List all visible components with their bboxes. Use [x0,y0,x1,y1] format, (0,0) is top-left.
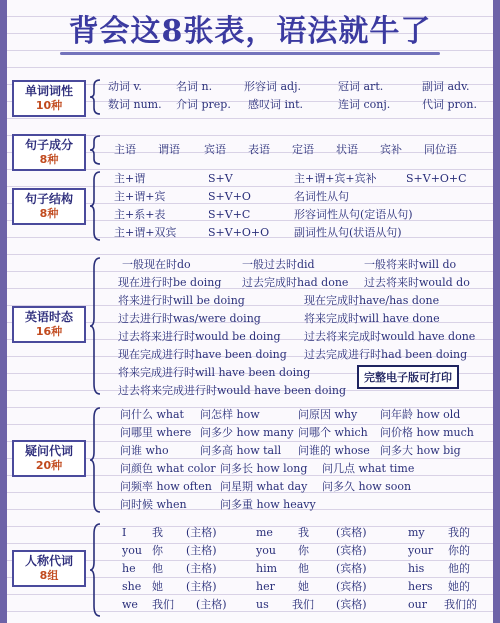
clause-type: 形容词性从句(定语从句) [294,208,413,221]
question-word: 问原因 why [298,408,358,421]
pronouns-row-3 [108,560,490,578]
category-count: 8种 [39,207,59,220]
tenses-row-3 [108,292,490,310]
tense: 过去完成进行时had been doing [304,348,468,361]
brace-icon [88,134,102,166]
pronoun-zh: 你 [152,544,163,557]
tenses-row-6 [108,346,490,364]
tenses-row-1 [108,256,490,274]
pronoun-en: our [408,598,427,611]
pronouns-row-4 [108,578,490,596]
pronoun-zh: 我们的 [444,598,477,611]
pronoun-zh: 她 [298,580,309,593]
tense: 一般将来时will do [364,258,457,271]
brace-icon [88,170,102,242]
structure-pattern: 主+谓+宾 [114,190,166,203]
structures-row-2 [108,188,490,206]
pronouns-row-1 [108,524,490,542]
pronoun-zh: 我的 [448,526,470,539]
structure-formula: S+V+O+O [208,226,270,239]
pronoun-zh: 我们 [152,598,174,611]
sentence-component: 谓语 [158,143,180,156]
tense: 现在完成进行时have been doing [118,348,287,361]
pronoun-en: me [256,526,273,539]
pronoun-zh: 她的 [448,580,470,593]
tense: 过去将来时would do [364,276,470,289]
case-label: (主格) [186,544,217,557]
questions-row-4 [108,460,490,478]
question-word: 问多大 how big [380,444,461,457]
structure-pattern: 主+谓 [114,172,146,185]
question-word: 问哪个 which [298,426,368,439]
questions-row-3 [108,442,490,460]
questions-row-2 [108,424,490,442]
structure-formula: S+V+C [208,208,251,221]
category-count: 8种 [39,153,59,166]
pronoun-en: I [122,526,127,539]
category-count: 8组 [39,569,59,582]
pronoun-en: you [256,544,276,557]
pronouns-row-2 [108,542,490,560]
tense: 将来完成时will have done [304,312,440,325]
words-row-1 [108,78,490,96]
pronoun-zh: 她 [152,580,163,593]
pronoun-zh: 我们 [292,598,314,611]
case-label: (宾格) [336,526,367,539]
question-word: 问谁的 whose [298,444,370,457]
case-label: (主格) [186,562,217,575]
tense: 过去将来完成时would have done [304,330,476,343]
pronoun-zh: 你的 [448,544,470,557]
pronoun-zh: 我 [298,526,309,539]
pronouns-row-5 [108,596,490,614]
tense: 将来完成进行时will have been doing [118,366,311,379]
structure-pattern: 主+谓+宾+宾补 [294,172,377,185]
question-word: 问多少 how many [200,426,294,439]
question-word: 问怎样 how [200,408,260,421]
pronoun-zh: 你 [298,544,309,557]
structure-pattern: 主+系+表 [114,208,166,221]
tense: 过去将来进行时would be doing [118,330,281,343]
category-count: 20种 [35,459,63,472]
sentence-component: 定语 [292,143,314,156]
pronoun-zh: 他 [152,562,163,575]
brace-icon [88,406,102,514]
tense: 过去进行时was/were doing [118,312,261,325]
case-label: (宾格) [336,562,367,575]
sentence-component: 宾补 [380,143,402,156]
category-words [12,80,86,117]
question-word: 问多长 how long [220,462,308,475]
question-word: 问多久 how soon [322,480,412,493]
structure-pattern: 主+谓+双宾 [114,226,177,239]
category-name: 单词词性 [24,84,73,98]
category-count: 16种 [35,325,63,338]
category-count: 10种 [35,99,63,112]
pronoun-en: her [256,580,275,593]
word-class: 代词 pron. [422,98,477,111]
structure-formula: S+V+O [208,190,251,203]
tense: 一般过去时did [242,258,315,271]
tense: 一般现在时do [122,258,191,271]
category-name: 句子成分 [24,138,73,152]
components-row [108,141,490,159]
sentence-component: 宾语 [204,143,226,156]
sentence-component: 同位语 [424,143,457,156]
tense: 现在完成时have/has done [304,294,440,307]
clause-type: 名词性从句 [294,190,349,203]
question-word: 问谁 who [120,444,169,457]
question-word: 问几点 what time [322,462,415,475]
pronoun-zh: 我 [152,526,163,539]
case-label: (宾格) [336,598,367,611]
pronoun-en: she [122,580,142,593]
tense: 过去完成时had done [242,276,349,289]
pronoun-en: you [122,544,142,557]
tenses-row-5 [108,328,490,346]
category-pronouns [12,550,86,587]
word-class: 数词 num. [108,98,162,111]
case-label: (宾格) [336,580,367,593]
tense: 将来进行时will be doing [118,294,245,307]
words-row-2 [108,96,490,114]
category-components [12,134,86,171]
question-word: 问年龄 how old [380,408,461,421]
pronoun-en: we [122,598,138,611]
question-word: 问颜色 what color [120,462,216,475]
case-label: (主格) [196,598,227,611]
word-class: 介词 prep. [176,98,231,111]
title-underline [60,52,440,55]
question-word: 问多高 how tall [200,444,282,457]
word-class: 名词 n. [176,80,213,93]
pronoun-en: his [408,562,425,575]
questions-row-6 [108,496,490,514]
brace-icon [88,522,102,618]
question-word: 问价格 how much [380,426,474,439]
word-class: 冠词 art. [338,80,384,93]
pronoun-en: hers [408,580,433,593]
case-label: (主格) [186,526,217,539]
pronoun-en: us [256,598,269,611]
category-structures [12,188,86,225]
case-label: (宾格) [336,544,367,557]
sentence-component: 表语 [248,143,270,156]
tense: 现在进行时be doing [118,276,222,289]
structures-row-3 [108,206,490,224]
tenses-row-2 [108,274,490,292]
tenses-row-4 [108,310,490,328]
question-word: 问什么 what [120,408,184,421]
sentence-component: 状语 [336,143,358,156]
question-word: 问多重 how heavy [220,498,316,511]
structures-row-1 [108,170,490,188]
right-border [493,0,500,623]
brace-icon [88,78,102,116]
pronoun-en: my [408,526,425,539]
printable-version-badge: 完整电子版可打印 [357,365,459,389]
sentence-component: 主语 [114,143,136,156]
question-word: 问星期 what day [220,480,308,493]
question-word: 问时候 when [120,498,187,511]
category-name: 人称代词 [24,554,73,568]
pronoun-en: your [408,544,434,557]
category-tenses [12,306,86,343]
word-class: 动词 v. [108,80,142,93]
case-label: (主格) [186,580,217,593]
page-title: 背会这8张表，语法就牛了 [68,14,432,49]
category-name: 疑问代词 [24,444,73,458]
questions-row-1 [108,406,490,424]
pronoun-en: him [256,562,278,575]
pronoun-zh: 他的 [448,562,470,575]
pronoun-zh: 他 [298,562,309,575]
questions-row-5 [108,478,490,496]
tense: 过去将来完成进行时would have been doing [118,384,346,397]
brace-icon [88,256,102,396]
category-name: 英语时态 [24,310,73,324]
question-word: 问频率 how often [120,480,212,493]
left-border [0,0,7,623]
word-class: 形容词 adj. [244,80,302,93]
word-class: 连词 conj. [338,98,391,111]
category-questions [12,440,86,477]
word-class: 副词 adv. [422,80,470,93]
structures-row-4 [108,224,490,242]
clause-type: 副词性从句(状语从句) [294,226,402,239]
category-name: 句子结构 [24,192,73,206]
word-class: 感叹词 int. [248,98,304,111]
structure-formula: S+V+O+C [406,172,467,185]
structure-formula: S+V [208,172,233,185]
pronoun-en: he [122,562,136,575]
question-word: 问哪里 where [120,426,192,439]
